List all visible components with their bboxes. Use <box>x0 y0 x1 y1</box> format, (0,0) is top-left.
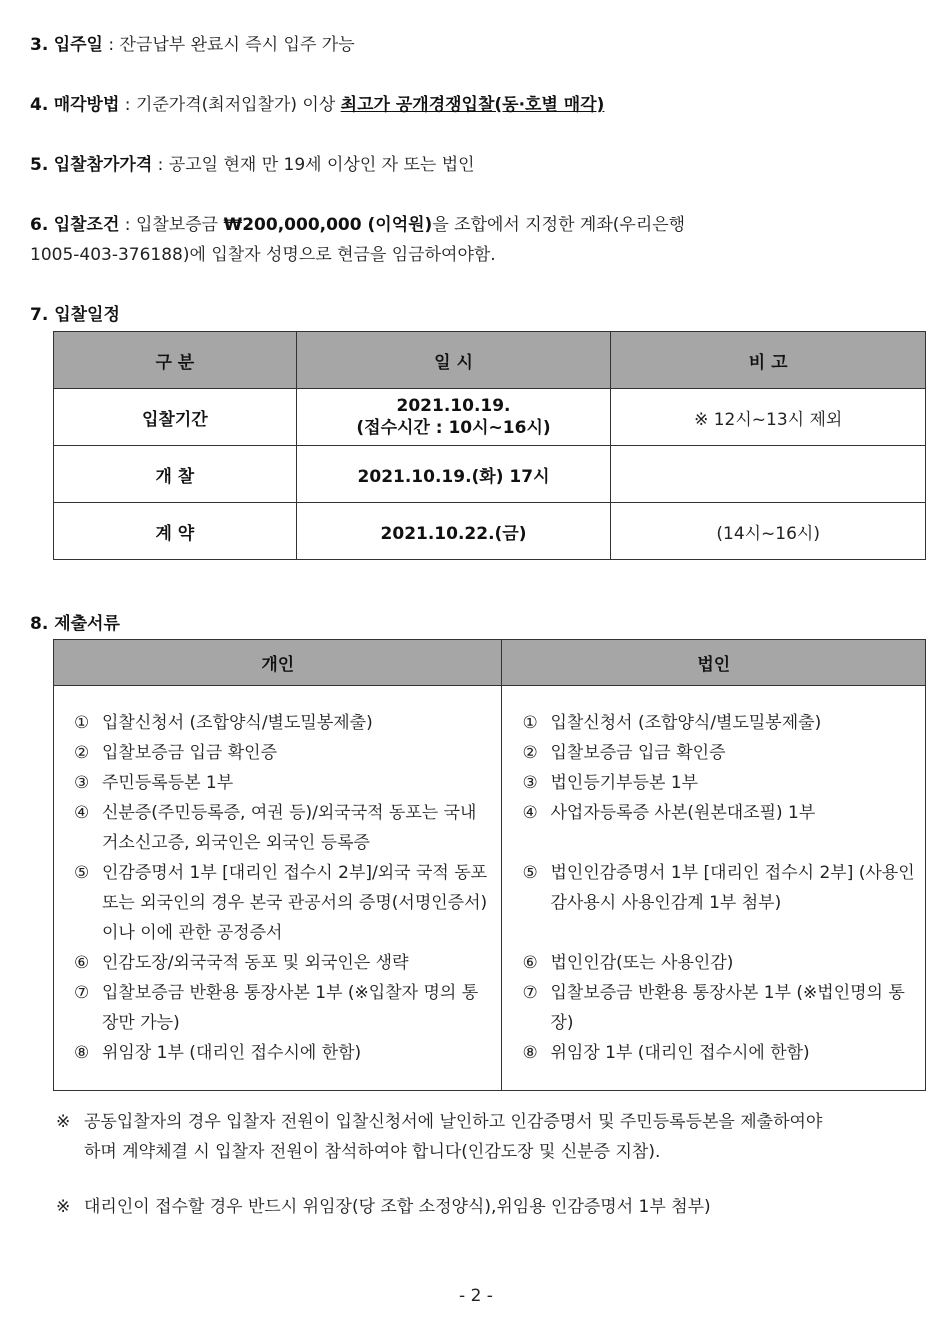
list-item <box>74 858 501 948</box>
item-text: 을 조합에서 지정한 계좌(우리은행 <box>432 215 686 235</box>
section-title-schedule: 7. 입찰일정 <box>30 305 120 325</box>
list-item <box>522 1038 925 1068</box>
list-item <box>74 978 501 1038</box>
item-emphasis: 최고가 공개경쟁입찰(동·호별 매각) <box>340 95 605 115</box>
column-header: 구 분 <box>54 332 297 389</box>
list-item <box>522 948 925 978</box>
row-datetime: 2021.10.22.(금) <box>296 503 611 560</box>
item-marker: ⑤ <box>74 863 90 883</box>
documents-table <box>53 639 926 1091</box>
item-separator: : <box>102 35 120 55</box>
item-text: 주민등록등본 1부 <box>102 773 234 793</box>
list-item <box>74 738 501 768</box>
note-text: 대리인이 접수할 경우 반드시 위임장(당 조합 소정양식),위임용 인감증명서 1부 첨부) <box>84 1197 711 1217</box>
item-key: 입찰조건 <box>53 215 120 235</box>
item-text: 신분증(주민등록증, 여권 등)/외국국적 동포는 국내거소신고증, 외국인은 외국인 등록증 <box>102 803 477 853</box>
item-marker: ④ <box>74 803 90 823</box>
item-text: 입찰보증금 반환용 통장사본 1부 (※법인명의 통장) <box>550 983 905 1033</box>
item-text: 입찰신청서 (조합양식/별도밀봉제출) <box>550 713 822 733</box>
item-text: 위임장 1부 (대리인 접수시에 한함) <box>102 1043 362 1063</box>
item-text: 입찰신청서 (조합양식/별도밀봉제출) <box>102 713 373 733</box>
datetime-line: 2021.10.19. <box>396 396 511 416</box>
item-text: 인감도장/외국국적 동포 및 외국인은 생략 <box>102 953 409 973</box>
item-number: 4. <box>30 95 49 115</box>
deposit-amount: ₩200,000,000 (이억원) <box>223 215 433 235</box>
row-note <box>611 446 926 503</box>
list-item <box>74 798 501 858</box>
item-marker: ② <box>522 743 538 763</box>
list-item <box>522 768 925 798</box>
item-text: 법인등기부등본 1부 <box>550 773 699 793</box>
item-text: 입찰보증금 반환용 통장사본 1부 (※입찰자 명의 통장만 가능) <box>102 983 479 1033</box>
item-6-continued <box>30 240 496 265</box>
table-header-row <box>54 332 926 389</box>
table-header-row <box>54 640 926 686</box>
item-text: 입찰보증금 입금 확인증 <box>102 743 278 763</box>
list-item <box>522 858 925 918</box>
item-marker: ③ <box>522 773 538 793</box>
row-label: 계 약 <box>54 503 297 560</box>
personal-documents-cell <box>54 686 502 1091</box>
item-marker: ⑧ <box>74 1043 90 1063</box>
list-item <box>522 738 925 768</box>
item-separator: : <box>119 95 136 115</box>
item-marker: ① <box>522 713 538 733</box>
item-marker: ① <box>74 713 90 733</box>
footnote <box>56 1107 836 1167</box>
row-note: ※ 12시~13시 제외 <box>611 389 926 446</box>
row-note: (14시~16시) <box>611 503 926 560</box>
row-label: 개 찰 <box>54 446 297 503</box>
item-separator: : <box>152 155 169 175</box>
item-5 <box>30 150 475 175</box>
spacer <box>522 918 925 948</box>
column-header-personal: 개인 <box>54 640 502 686</box>
page-number: - 2 - <box>459 1286 493 1306</box>
item-text: 인감증명서 1부 [대리인 접수시 2부]/외국 국적 동포 또는 외국인의 경우 본국 관공서의 증명(서명인증서)이나 이에 관한 공정증서 <box>102 863 488 943</box>
note-symbol: ※ <box>56 1112 71 1132</box>
item-key: 매각방법 <box>53 95 120 115</box>
spacer <box>522 828 925 858</box>
list-item <box>522 978 925 1038</box>
item-6 <box>30 210 685 235</box>
item-marker: ⑦ <box>522 983 538 1003</box>
item-marker: ⑥ <box>522 953 538 973</box>
item-separator: : <box>119 215 136 235</box>
item-key: 입주일 <box>53 35 103 55</box>
schedule-table <box>53 331 926 560</box>
row-datetime: 2021.10.19.(화) 17시 <box>296 446 611 503</box>
list-item <box>522 798 925 828</box>
note-text: 공동입찰자의 경우 입찰자 전원이 입찰신청서에 날인하고 인감증명서 및 주민등록등본을 제출하여야 하며 계약체결 시 입찰자 전원이 참석하여야 합니다(인감도장 및 신분증 지참). <box>84 1112 823 1162</box>
item-3 <box>30 30 355 55</box>
item-number: 5. <box>30 155 49 175</box>
row-label: 입찰기간 <box>54 389 297 446</box>
column-header: 일 시 <box>296 332 611 389</box>
item-marker: ⑥ <box>74 953 90 973</box>
item-marker: ④ <box>522 803 538 823</box>
item-text: 공고일 현재 만 19세 이상인 자 또는 법인 <box>168 155 475 175</box>
footnote <box>56 1192 836 1222</box>
row-datetime <box>296 389 611 446</box>
list-item <box>74 948 501 978</box>
list-item <box>74 768 501 798</box>
list-item <box>522 708 925 738</box>
table-row <box>54 503 926 560</box>
table-row <box>54 446 926 503</box>
item-marker: ② <box>74 743 90 763</box>
table-row <box>54 389 926 446</box>
item-key: 입찰참가가격 <box>53 155 153 175</box>
item-marker: ⑤ <box>522 863 538 883</box>
item-text: 잔금납부 완료시 즉시 입주 가능 <box>119 35 355 55</box>
item-text: 기준가격(최저입찰가) 이상 <box>135 95 341 115</box>
item-marker: ⑦ <box>74 983 90 1003</box>
datetime-line: (접수시간 : 10시~16시) <box>356 418 551 438</box>
column-header: 비 고 <box>611 332 926 389</box>
column-header-corporate: 법인 <box>502 640 926 686</box>
item-text: 입찰보증금 입금 확인증 <box>550 743 726 763</box>
corporate-documents-cell <box>502 686 926 1091</box>
item-text: 사업자등록증 사본(원본대조필) 1부 <box>550 803 816 823</box>
item-text: 입찰보증금 <box>135 215 224 235</box>
item-4 <box>30 90 604 115</box>
item-text: 1005-403-376188)에 입찰자 성명으로 현금을 임금하여야함. <box>30 245 496 265</box>
item-number: 6. <box>30 215 49 235</box>
item-text: 위임장 1부 (대리인 접수시에 한함) <box>550 1043 810 1063</box>
item-marker: ⑧ <box>522 1043 538 1063</box>
list-item <box>74 708 501 738</box>
section-title-documents: 8. 제출서류 <box>30 614 120 634</box>
item-number: 3. <box>30 35 49 55</box>
item-text: 법인인감(또는 사용인감) <box>550 953 734 973</box>
table-row <box>54 686 926 1091</box>
item-text: 법인인감증명서 1부 [대리인 접수시 2부] (사용인감사용시 사용인감계 1부 첨부) <box>550 863 915 913</box>
item-marker: ③ <box>74 773 90 793</box>
list-item <box>74 1038 501 1068</box>
note-symbol: ※ <box>56 1197 71 1217</box>
